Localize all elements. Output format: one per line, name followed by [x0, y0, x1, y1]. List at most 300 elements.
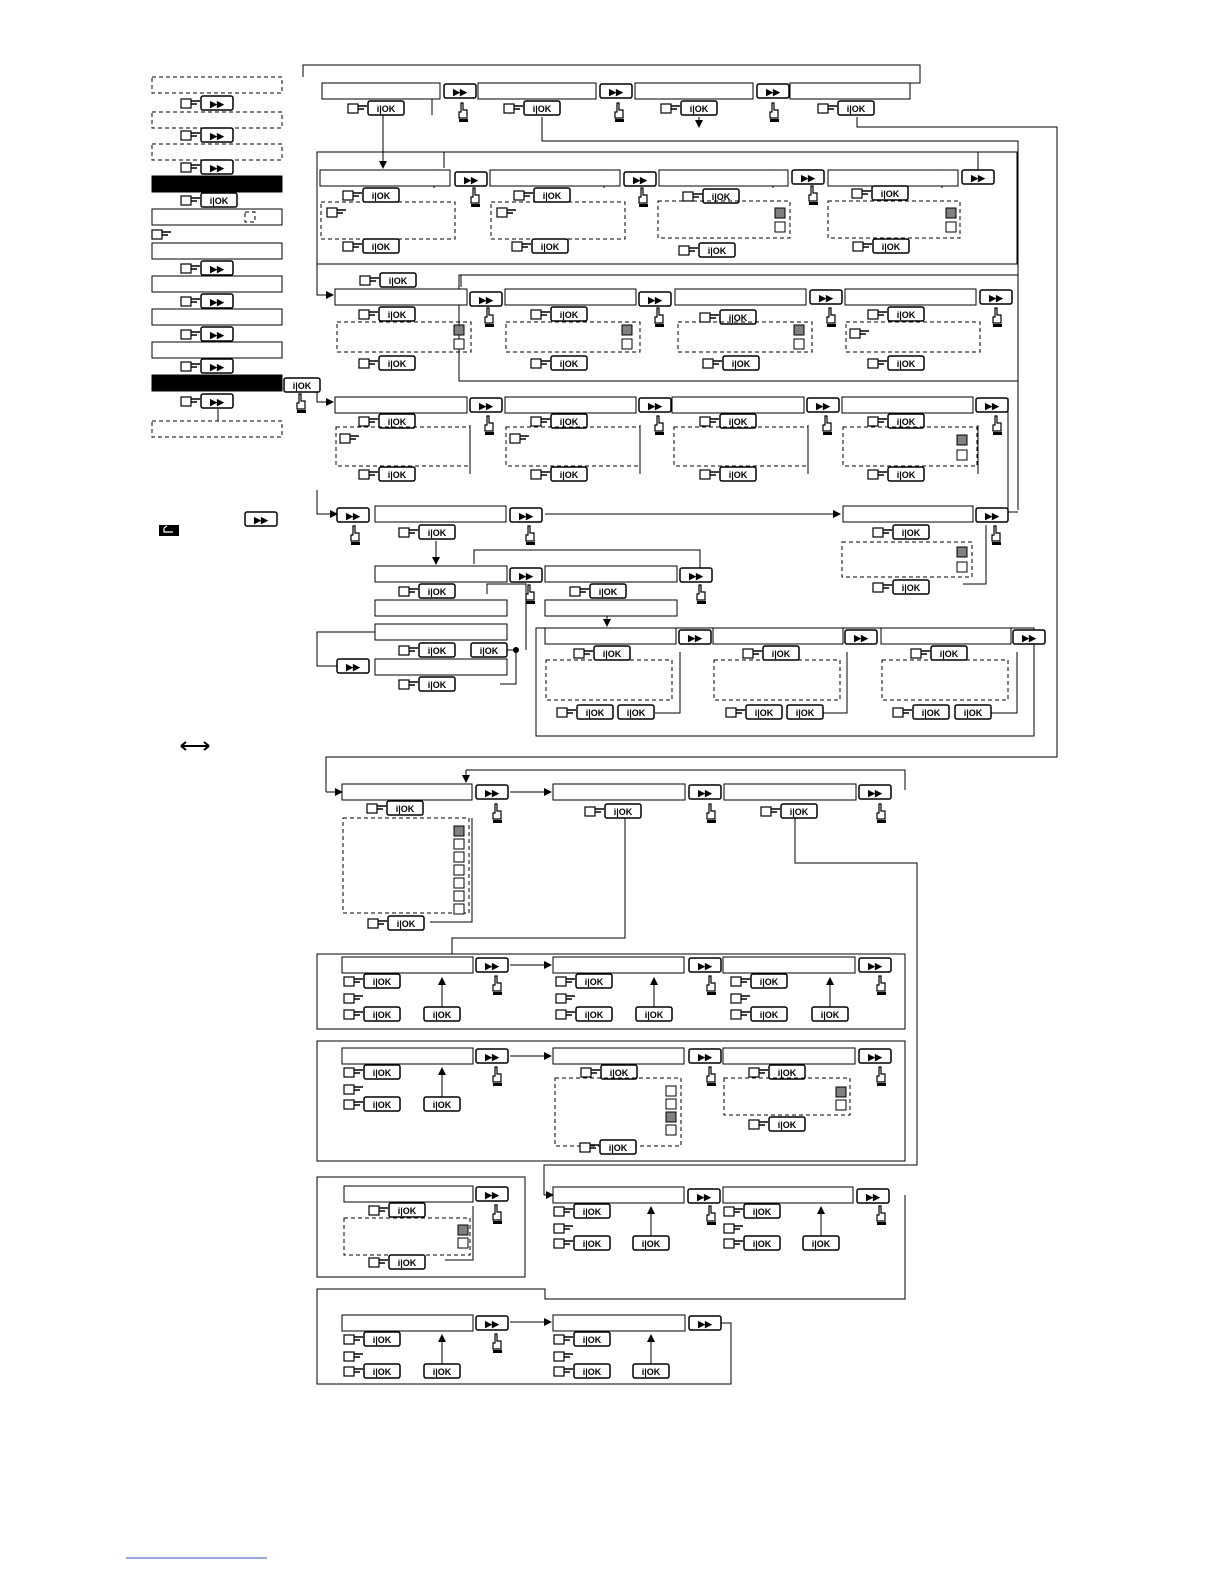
next-button-label: ▶▶	[801, 173, 815, 183]
ok-button[interactable]	[769, 1065, 805, 1079]
ok-button[interactable]	[744, 1204, 780, 1218]
pointing-hand-icon	[344, 1010, 363, 1019]
ok-button[interactable]	[931, 646, 967, 660]
selected-option-box[interactable]	[458, 1225, 468, 1235]
next-button[interactable]	[245, 512, 277, 526]
finger-up-icon	[655, 308, 664, 327]
ok-button[interactable]	[471, 643, 507, 657]
submenu-screen	[713, 628, 843, 644]
ok-button[interactable]	[419, 525, 455, 539]
ok-button[interactable]	[388, 916, 424, 930]
ok-button[interactable]	[551, 414, 587, 428]
legend-screen-3	[152, 144, 282, 160]
pointing-hand-icon	[700, 470, 719, 479]
submenu-screen	[320, 170, 450, 186]
next-button[interactable]	[201, 327, 233, 341]
pointing-hand-icon	[873, 528, 892, 537]
pointing-hand-icon	[359, 359, 378, 368]
option-box[interactable]	[454, 839, 464, 849]
next-button[interactable]	[639, 292, 671, 306]
ok-button[interactable]	[636, 1007, 672, 1021]
ok-button[interactable]	[551, 307, 587, 321]
ok-button-label: i|OK	[582, 1239, 602, 1249]
next-button-label: ▶▶	[210, 131, 224, 141]
selected-option-box[interactable]	[946, 208, 956, 218]
finger-up-icon	[827, 308, 836, 327]
ok-button[interactable]	[379, 467, 415, 481]
ok-button[interactable]	[424, 1097, 460, 1111]
finger-up-icon	[485, 308, 494, 327]
submenu-screen	[723, 1048, 855, 1064]
pointing-hand-icon	[554, 1224, 573, 1233]
option-box[interactable]	[454, 891, 464, 901]
main-menu-screen	[790, 83, 910, 99]
next-button-label: ▶▶	[519, 571, 533, 581]
ok-button[interactable]	[419, 643, 455, 657]
ok-button[interactable]	[605, 804, 641, 818]
pointing-hand-icon	[531, 310, 550, 319]
option-box[interactable]	[836, 1100, 846, 1110]
ok-button-label: i|OK	[771, 649, 791, 659]
next-button[interactable]	[689, 1316, 721, 1330]
finger-up-icon	[471, 188, 480, 207]
ok-button[interactable]	[574, 1236, 610, 1250]
ok-button[interactable]	[379, 307, 415, 321]
finger-up-icon	[992, 526, 1001, 545]
next-button-label: ▶▶	[868, 788, 882, 798]
ok-button[interactable]	[364, 1364, 400, 1378]
next-button[interactable]	[980, 290, 1012, 304]
pointing-hand-icon	[850, 329, 869, 338]
ok-button[interactable]	[419, 584, 455, 598]
ok-button-label: i|OK	[584, 1010, 604, 1020]
ok-button[interactable]	[893, 525, 929, 539]
ok-button-label: i|OK	[820, 1010, 840, 1020]
ok-button[interactable]	[364, 1065, 400, 1079]
next-button[interactable]	[201, 261, 233, 275]
next-button-label: ▶▶	[210, 264, 224, 274]
ok-button[interactable]	[576, 1007, 612, 1021]
pointing-hand-icon	[497, 208, 516, 217]
options-group	[842, 542, 972, 577]
ok-button[interactable]	[387, 801, 423, 815]
ok-button-label: i|OK	[901, 528, 921, 538]
pointing-hand-icon	[531, 417, 550, 426]
option-box[interactable]	[957, 562, 967, 572]
ok-button-label: i|OK	[777, 1120, 797, 1130]
option-box[interactable]	[666, 1099, 676, 1109]
next-button[interactable]	[857, 1189, 889, 1203]
ok-button[interactable]	[419, 677, 455, 691]
submenu-screen	[842, 397, 973, 413]
ok-button[interactable]	[872, 186, 908, 200]
ok-button[interactable]	[763, 646, 799, 660]
next-button[interactable]	[476, 785, 508, 799]
legend-screen-6	[152, 309, 282, 325]
ok-button[interactable]	[746, 705, 782, 719]
next-button[interactable]	[444, 84, 476, 98]
pointing-hand-icon	[556, 977, 575, 986]
next-button[interactable]	[201, 96, 233, 110]
options-group	[724, 1078, 850, 1115]
next-button[interactable]	[337, 508, 369, 522]
option-box[interactable]	[454, 339, 464, 349]
next-button[interactable]	[470, 292, 502, 306]
next-button[interactable]	[859, 1049, 891, 1063]
ok-button-label: i|OK	[896, 310, 916, 320]
ok-button[interactable]	[681, 101, 717, 115]
option-box[interactable]	[666, 1086, 676, 1096]
option-box[interactable]	[957, 450, 967, 460]
option-box[interactable]	[454, 878, 464, 888]
ok-button[interactable]	[600, 1140, 636, 1154]
next-button[interactable]	[476, 958, 508, 972]
ok-button[interactable]	[838, 101, 874, 115]
next-button-label: ▶▶	[985, 511, 999, 521]
next-button[interactable]	[859, 958, 891, 972]
next-button[interactable]	[962, 170, 994, 184]
ok-button[interactable]	[769, 1117, 805, 1131]
next-button[interactable]	[976, 398, 1008, 412]
finger-up-icon	[707, 976, 716, 995]
ok-button-label: i|OK	[759, 977, 779, 987]
ok-button-label: i|OK	[939, 649, 959, 659]
next-button[interactable]	[510, 508, 542, 522]
options-group	[882, 660, 1008, 700]
next-button-label: ▶▶	[698, 1052, 712, 1062]
pointing-hand-icon	[514, 191, 533, 200]
ok-button[interactable]	[888, 356, 924, 370]
ok-button[interactable]	[955, 705, 991, 719]
ok-button-label: i|OK	[711, 192, 731, 202]
finger-up-icon	[877, 804, 886, 823]
ok-button-label: i|OK	[387, 470, 407, 480]
ok-button[interactable]	[363, 188, 399, 202]
pointing-hand-icon	[749, 1068, 768, 1077]
pointing-hand-icon	[181, 397, 200, 406]
next-button[interactable]	[807, 398, 839, 412]
ok-button-label: i|OK	[372, 1335, 392, 1345]
pointing-hand-icon	[369, 1258, 388, 1267]
pointing-hand-icon	[581, 1068, 600, 1077]
next-button[interactable]	[689, 958, 721, 972]
next-button[interactable]	[476, 1049, 508, 1063]
ok-button[interactable]	[633, 1364, 669, 1378]
pointing-hand-icon	[152, 230, 171, 239]
next-button-label: ▶▶	[346, 511, 360, 521]
next-button[interactable]	[510, 568, 542, 582]
pointing-hand-icon	[556, 994, 575, 1003]
option-box[interactable]	[775, 222, 785, 232]
ok-button[interactable]	[364, 1097, 400, 1111]
submenu-screen	[659, 170, 788, 186]
selected-option-box[interactable]	[454, 325, 464, 335]
next-button-label: ▶▶	[985, 401, 999, 411]
pointing-hand-icon	[743, 649, 762, 658]
next-button[interactable]	[201, 128, 233, 142]
ok-button[interactable]	[424, 1364, 460, 1378]
ok-button[interactable]	[893, 580, 929, 594]
next-button-label: ▶▶	[698, 1319, 712, 1329]
next-button-label: ▶▶	[479, 401, 493, 411]
next-button-label: ▶▶	[210, 330, 224, 340]
pointing-hand-icon	[368, 919, 387, 928]
submenu-screen	[375, 506, 506, 522]
selected-option-box[interactable]	[957, 435, 967, 445]
selected-option-box[interactable]	[836, 1087, 846, 1097]
ok-button-label: i|OK	[371, 191, 391, 201]
ok-button[interactable]	[601, 1065, 637, 1079]
ok-button-label: i|OK	[896, 417, 916, 427]
next-button-label: ▶▶	[689, 571, 703, 581]
pointing-hand-icon	[570, 587, 589, 596]
ok-button[interactable]	[594, 646, 630, 660]
next-button[interactable]	[600, 84, 632, 98]
selected-option-box[interactable]	[957, 547, 967, 557]
next-button-label: ▶▶	[688, 633, 702, 643]
next-button[interactable]	[1013, 630, 1045, 644]
ok-button[interactable]	[888, 467, 924, 481]
finger-up-icon	[526, 585, 535, 604]
ok-button[interactable]	[781, 804, 817, 818]
ok-button[interactable]	[424, 1007, 460, 1021]
ok-button-label: i|OK	[789, 807, 809, 817]
ok-button[interactable]	[723, 356, 759, 370]
ok-button-label: i|OK	[542, 191, 562, 201]
next-button-label: ▶▶	[485, 961, 499, 971]
ok-button[interactable]	[888, 414, 924, 428]
next-button[interactable]	[810, 290, 842, 304]
ok-button-label: i|OK	[540, 242, 560, 252]
ok-button[interactable]	[787, 705, 823, 719]
next-button[interactable]	[845, 630, 877, 644]
next-button-label: ▶▶	[766, 87, 780, 97]
pointing-hand-icon	[531, 359, 550, 368]
next-button-label: ▶▶	[609, 87, 623, 97]
next-button-label: ▶▶	[464, 175, 478, 185]
finger-up-icon	[993, 308, 1002, 327]
next-button[interactable]	[976, 508, 1008, 522]
main-menu-screen	[635, 83, 753, 99]
options-group	[828, 201, 960, 238]
legend-screen-1	[152, 77, 282, 93]
ok-button-label: i|OK	[626, 708, 646, 718]
ok-button[interactable]	[913, 705, 949, 719]
ok-button[interactable]	[720, 467, 756, 481]
next-button-label: ▶▶	[485, 788, 499, 798]
next-button[interactable]	[689, 1049, 721, 1063]
options-group	[344, 1218, 470, 1255]
next-button[interactable]	[337, 659, 369, 673]
pointing-hand-icon	[344, 1068, 363, 1077]
section-frame	[317, 152, 1017, 264]
ok-button[interactable]	[364, 1007, 400, 1021]
ok-button[interactable]	[699, 243, 735, 257]
ok-button[interactable]	[574, 1204, 610, 1218]
ok-button-label: i|OK	[644, 1010, 664, 1020]
selected-option-box[interactable]	[794, 325, 804, 335]
submenu-screen	[375, 600, 507, 616]
submenu-screen	[505, 289, 636, 305]
submenu-screen	[342, 1315, 473, 1331]
next-button[interactable]	[689, 785, 721, 799]
options-group	[658, 201, 790, 238]
ok-button[interactable]	[379, 414, 415, 428]
main-menu-screen	[478, 83, 596, 99]
selected-option-box[interactable]	[666, 1112, 676, 1122]
next-button[interactable]	[639, 398, 671, 412]
next-button[interactable]	[757, 84, 789, 98]
ok-button[interactable]	[532, 239, 568, 253]
pointing-hand-icon	[512, 242, 531, 251]
option-box[interactable]	[458, 1238, 468, 1248]
pointing-hand-icon	[683, 192, 702, 201]
legend-screen-entry	[152, 209, 282, 225]
ok-button[interactable]	[751, 1007, 787, 1021]
next-button[interactable]	[680, 568, 712, 582]
submenu-screen	[553, 1187, 684, 1203]
ok-button[interactable]	[812, 1007, 848, 1021]
ok-button[interactable]	[201, 193, 237, 207]
finger-up-icon	[697, 585, 706, 604]
ok-button[interactable]	[551, 467, 587, 481]
pointing-hand-icon	[873, 583, 892, 592]
selected-option-box[interactable]	[775, 208, 785, 218]
finger-up-icon	[493, 1067, 502, 1086]
ok-button-label: i|OK	[752, 1207, 772, 1217]
ok-button-label: i|OK	[795, 708, 815, 718]
ok-button[interactable]	[873, 239, 909, 253]
next-button-label: ▶▶	[866, 1192, 880, 1202]
ok-button-label: i|OK	[608, 1143, 628, 1153]
next-button-label: ▶▶	[210, 397, 224, 407]
option-box[interactable]	[794, 339, 804, 349]
next-button-label: ▶▶	[971, 173, 985, 183]
next-button-label: ▶▶	[989, 293, 1003, 303]
selected-option-box[interactable]	[622, 325, 632, 335]
ok-button[interactable]	[803, 1236, 839, 1250]
ok-button[interactable]	[524, 101, 560, 115]
option-box[interactable]	[454, 865, 464, 875]
next-button[interactable]	[201, 359, 233, 373]
finger-up-icon	[493, 1334, 502, 1353]
ok-button[interactable]	[751, 974, 787, 988]
option-box[interactable]	[622, 339, 632, 349]
finger-up-icon	[993, 416, 1002, 435]
ok-button[interactable]	[534, 188, 570, 202]
next-button[interactable]	[859, 785, 891, 799]
ok-button[interactable]	[618, 705, 654, 719]
ok-button[interactable]	[551, 356, 587, 370]
pointing-hand-icon	[818, 104, 837, 113]
next-button[interactable]	[201, 160, 233, 174]
next-button-label: ▶▶	[254, 515, 268, 525]
ok-button-label: i|OK	[707, 246, 727, 256]
ok-button-label: i|OK	[759, 1010, 779, 1020]
ok-button[interactable]	[379, 356, 415, 370]
ok-button[interactable]	[720, 414, 756, 428]
next-button[interactable]	[455, 172, 487, 186]
ok-button-label: i|OK	[728, 417, 748, 427]
ok-button[interactable]	[284, 378, 320, 392]
ok-button[interactable]	[633, 1236, 669, 1250]
next-button[interactable]	[476, 1187, 508, 1201]
next-button[interactable]	[688, 1189, 720, 1203]
pointing-hand-icon	[181, 330, 200, 339]
ok-button-label: i|OK	[731, 359, 751, 369]
pointing-hand-icon	[344, 977, 363, 986]
pointing-hand-icon	[344, 1085, 363, 1094]
ok-button[interactable]	[744, 1236, 780, 1250]
ok-button[interactable]	[574, 1364, 610, 1378]
option-box[interactable]	[454, 904, 464, 914]
pointing-hand-icon	[181, 264, 200, 273]
ok-button[interactable]	[888, 307, 924, 321]
ok-button-label: i|OK	[609, 1068, 629, 1078]
main-menu-screen	[322, 83, 440, 99]
next-button[interactable]	[792, 170, 824, 184]
options-group	[337, 322, 471, 352]
ok-button-label: i|OK	[582, 1367, 602, 1377]
submenu-screen	[553, 1048, 684, 1064]
submenu-screen	[545, 628, 676, 644]
ok-button[interactable]	[380, 273, 416, 287]
next-button[interactable]	[470, 398, 502, 412]
ok-button[interactable]	[590, 584, 626, 598]
ok-button[interactable]	[576, 974, 612, 988]
next-button[interactable]	[679, 630, 711, 644]
pointing-hand-icon	[359, 470, 378, 479]
ok-button[interactable]	[368, 101, 404, 115]
finger-up-icon	[770, 103, 779, 122]
option-box[interactable]	[946, 222, 956, 232]
next-button-label: ▶▶	[648, 295, 662, 305]
selected-option-box[interactable]	[454, 826, 464, 836]
next-button[interactable]	[624, 172, 656, 186]
ok-button[interactable]	[577, 705, 613, 719]
next-button[interactable]	[476, 1316, 508, 1330]
pointing-hand-icon	[554, 1207, 573, 1216]
finger-up-icon	[707, 1067, 716, 1086]
submenu-screen	[723, 957, 855, 973]
submenu-screen	[375, 566, 507, 582]
ok-button-label: i|OK	[397, 1258, 417, 1268]
ok-button[interactable]	[389, 1203, 425, 1217]
ok-button[interactable]	[574, 1332, 610, 1346]
finger-up-icon	[877, 976, 886, 995]
next-button[interactable]	[201, 294, 233, 308]
option-box[interactable]	[666, 1125, 676, 1135]
submenu-screen	[342, 957, 473, 973]
pointing-hand-icon	[726, 708, 745, 717]
ok-button[interactable]	[364, 974, 400, 988]
finger-up-icon	[297, 394, 306, 413]
option-box[interactable]	[454, 852, 464, 862]
ok-button-label: i|OK	[397, 1206, 417, 1216]
ok-button[interactable]	[364, 1332, 400, 1346]
legend-screen-8	[152, 421, 282, 437]
ok-button-label: i|OK	[728, 313, 748, 323]
next-button-label: ▶▶	[698, 961, 712, 971]
pointing-hand-icon	[399, 680, 418, 689]
ok-button-label: i|OK	[585, 708, 605, 718]
options-group	[846, 322, 980, 352]
ok-button[interactable]	[363, 239, 399, 253]
next-button[interactable]	[201, 394, 233, 408]
pointing-hand-icon	[359, 310, 378, 319]
ok-button[interactable]	[389, 1255, 425, 1269]
ok-button-label: i|OK	[921, 708, 941, 718]
